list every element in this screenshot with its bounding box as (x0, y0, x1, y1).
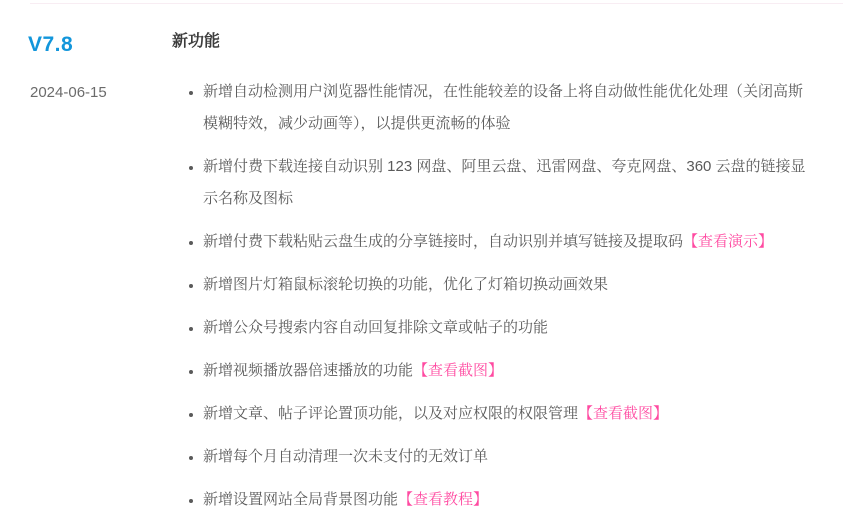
feature-item (203, 312, 808, 344)
feature-item (203, 226, 808, 258)
feature-text: 新增文章、帖子评论置顶功能，以及对应权限的权限管理 (203, 405, 579, 422)
feature-text: 新增自动检测用户浏览器性能情况，在性能较差的设备上将自动做性能优化处理（关闭高斯模糊特效，减少动画等），以提供更流畅的体验 (203, 83, 804, 132)
feature-text: 新增视频播放器倍速播放的功能 (203, 362, 414, 379)
feature-item (203, 76, 808, 140)
feature-text: 新增设置网站全局背景图功能 (203, 491, 399, 508)
feature-text: 新增付费下载连接自动识别 123 网盘、阿里云盘、迅雷网盘、夸克网盘、360 云盘的链接显示名称及图标 (203, 158, 806, 207)
feature-item (203, 484, 808, 516)
view-screenshot-link[interactable]: 【查看截图】 (578, 405, 669, 422)
view-screenshot-link[interactable]: 【查看截图】 (413, 362, 504, 379)
feature-list (172, 76, 808, 516)
feature-item (203, 398, 808, 430)
feature-item (203, 355, 808, 387)
feature-text: 新增公众号搜索内容自动回复排除文章或帖子的功能 (203, 319, 549, 336)
version-column (30, 4, 172, 516)
feature-text: 新增每个月自动清理一次未支付的无效订单 (203, 448, 489, 465)
view-demo-link[interactable]: 【查看演示】 (683, 233, 774, 250)
section-title: 新功能 (172, 33, 221, 50)
feature-item (203, 269, 808, 301)
content-column (172, 4, 843, 516)
feature-text: 新增付费下载粘贴云盘生成的分享链接时，自动识别并填写链接及提取码 (203, 233, 684, 250)
feature-text: 新增图片灯箱鼠标滚轮切换的功能，优化了灯箱切换动画效果 (203, 276, 609, 293)
version-label: V7.8 (28, 33, 74, 56)
feature-item (203, 441, 808, 473)
feature-item (203, 151, 808, 215)
release-date: 2024-06-15 (30, 84, 107, 101)
view-tutorial-link[interactable]: 【查看教程】 (398, 491, 489, 508)
changelog-entry (30, 3, 843, 516)
